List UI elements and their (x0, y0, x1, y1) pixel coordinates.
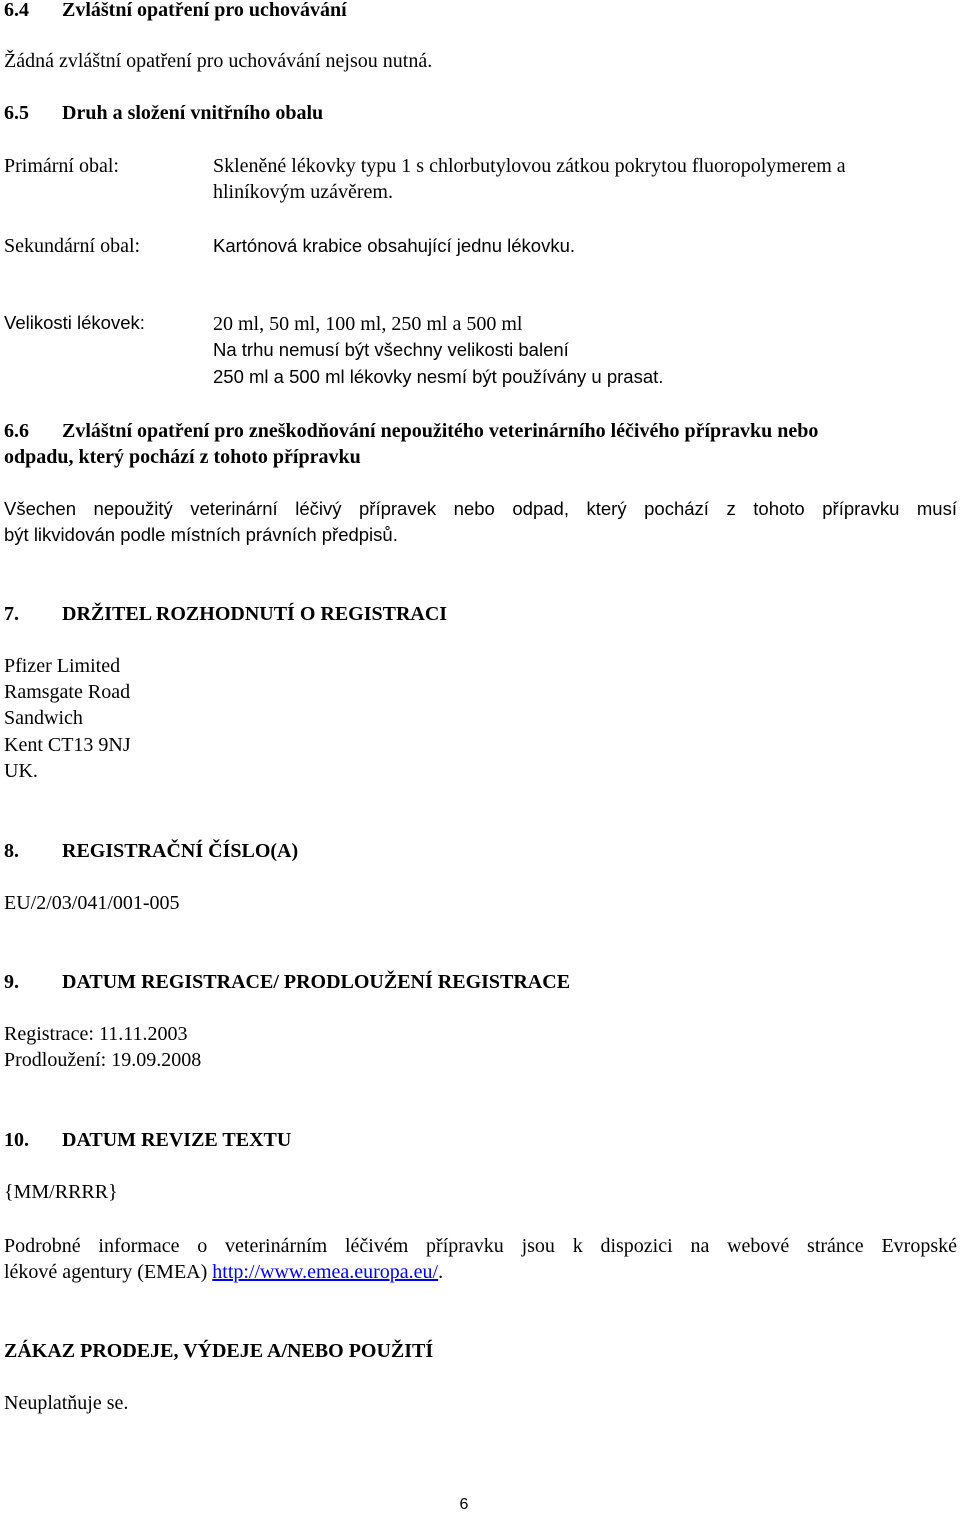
vial-sizes-note: Na trhu nemusí být všechny velikosti balení (213, 339, 569, 360)
section-title: Zvláštní opatření pro uchovávání (62, 0, 347, 21)
holder-town: Sandwich (4, 707, 83, 729)
section-title: REGISTRAČNÍ ČÍSLO(A) (62, 840, 299, 862)
vial-sizes-value: 20 ml, 50 ml, 100 ml, 250 ml a 500 ml (213, 313, 523, 335)
renewal-date: Prodloužení: 19.09.2008 (4, 1049, 202, 1071)
holder-name: Pfizer Limited (4, 655, 121, 677)
section-number: 6.5 (4, 102, 29, 124)
registration-date: Registrace: 11.11.2003 (4, 1023, 188, 1045)
holder-street: Ramsgate Road (4, 681, 131, 703)
section-number: 6.4 (4, 0, 29, 21)
section-8-heading (4, 838, 298, 864)
secondary-package-label: Sekundární obal: (4, 235, 141, 257)
info-text-prefix: lékové agentury (EMEA) (4, 1261, 213, 1283)
info-text: Podrobné informace o veterinárním léčivém přípravku jsou k dispozici na webové stránce Evropské (4, 1235, 957, 1257)
section-title: DATUM REVIZE TEXTU (62, 1129, 292, 1151)
section-number: 7. (4, 603, 19, 625)
section-title: DATUM REGISTRACE/ PRODLOUŽENÍ REGISTRACE (62, 971, 571, 993)
section-6-4-heading (4, 0, 347, 23)
info-text-suffix: . (438, 1261, 444, 1283)
prohibition-text: Neuplatňuje se. (4, 1392, 129, 1414)
section-7-heading (4, 601, 447, 627)
section-number: 9. (4, 971, 19, 993)
section-number: 10. (4, 1129, 29, 1151)
storage-text: Žádná zvláštní opatření pro uchovávání nejsou nutná. (4, 50, 433, 72)
section-9-heading (4, 969, 570, 995)
holder-country: UK. (4, 760, 38, 782)
revision-date-placeholder: {MM/RRRR} (4, 1181, 118, 1203)
disposal-text-cont: být likvidován podle místních právních předpisů. (4, 524, 398, 545)
section-6-6-heading-cont: odpadu, který pochází z tohoto přípravku (4, 446, 361, 468)
section-10-heading (4, 1127, 291, 1153)
primary-package-label: Primární obal: (4, 155, 119, 177)
vial-sizes-label: Velikosti lékovek: (4, 312, 145, 333)
section-number: 6.6 (4, 420, 29, 442)
info-text-cont (4, 1259, 443, 1285)
section-title: Druh a složení vnitřního obalu (62, 102, 324, 124)
section-6-6-heading (4, 418, 818, 444)
emea-link[interactable]: http://www.emea.europa.eu/ (212, 1261, 439, 1283)
holder-postcode: Kent CT13 9NJ (4, 734, 131, 756)
registration-number: EU/2/03/041/001-005 (4, 892, 180, 914)
section-title: DRŽITEL ROZHODNUTÍ O REGISTRACI (62, 603, 448, 625)
secondary-package-value: Kartónová krabice obsahující jednu lékovku. (213, 235, 575, 256)
disposal-text: Všechen nepoužitý veterinární léčivý přípravek nebo odpad, který pochází z tohoto přípravku musí (4, 498, 957, 519)
section-title: Zvláštní opatření pro zneškodňování nepoužitého veterinárního léčivého přípravku nebo (62, 420, 819, 442)
page-number: 6 (459, 1496, 469, 1513)
section-6-5-heading (4, 100, 323, 126)
section-number: 8. (4, 840, 19, 862)
primary-package-value: Skleněné lékovky typu 1 s chlorbutylovou zátkou pokrytou fluoropolymerem a (213, 155, 846, 177)
vial-sizes-warning: 250 ml a 500 ml lékovky nesmí být používány u prasat. (213, 366, 664, 387)
primary-package-value-cont: hliníkovým uzávěrem. (213, 181, 393, 203)
prohibition-heading: ZÁKAZ PRODEJE, VÝDEJE A/NEBO POUŽITÍ (4, 1340, 434, 1362)
